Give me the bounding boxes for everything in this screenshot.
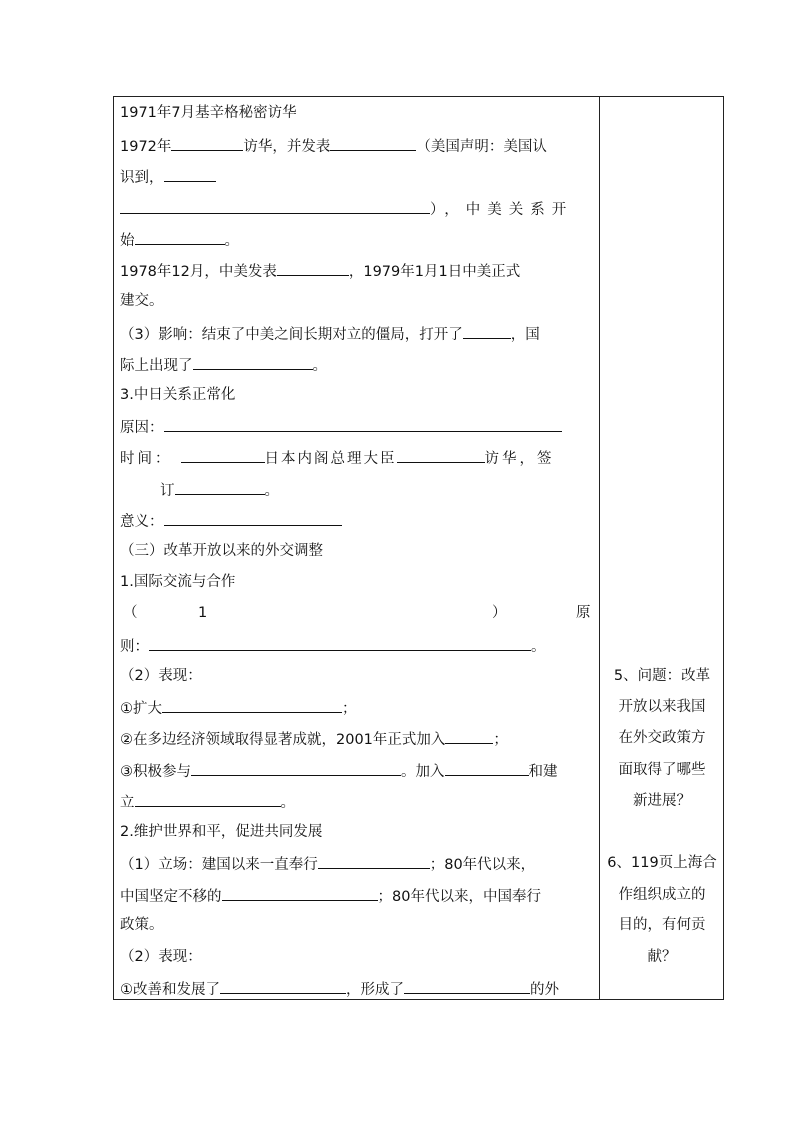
line-kissinger-visit: 1971年7月基辛格秘密访华	[120, 105, 297, 121]
blank[interactable]	[445, 760, 529, 776]
question-line: 在外交政策方	[618, 730, 706, 746]
line-performance-1: （2）表现：	[120, 668, 202, 684]
line-1978: 1978年12月，中美发表 ，1979年1月1日中美正式	[120, 260, 520, 282]
line-recognize: 识到，	[120, 166, 216, 188]
blank[interactable]	[463, 323, 511, 339]
question-line: 作组织成立的	[618, 887, 706, 903]
question-line: 开放以来我国	[618, 699, 706, 715]
blank[interactable]	[191, 760, 401, 776]
blank[interactable]	[318, 853, 430, 869]
blank[interactable]	[135, 791, 281, 807]
question-line: 5、问题：改革	[613, 668, 711, 684]
heading-exchange-cooperation: 1.国际交流与合作	[120, 574, 236, 590]
line-stance: （1）立场：建国以来一直奉行 ；80年代以来，	[120, 853, 535, 875]
line-multilateral: ②在多边经济领域取得显著成就，2001年正式加入 ；	[120, 728, 508, 750]
blank[interactable]	[164, 510, 342, 526]
blank[interactable]	[164, 166, 216, 182]
blank[interactable]	[397, 447, 485, 463]
line-significance: 意义：	[120, 510, 342, 532]
blank[interactable]	[175, 479, 265, 495]
blank[interactable]	[164, 416, 562, 432]
line-begin: 始 。	[120, 229, 239, 251]
blank[interactable]	[135, 229, 225, 245]
line-establish: 建交。	[120, 293, 164, 309]
question-line: 献？	[647, 949, 677, 965]
blank[interactable]	[120, 198, 430, 214]
line-sign: 订 。	[160, 479, 279, 501]
line-time: 时间： 日本内阁总理大臣 访华，签	[120, 447, 555, 469]
question-line: 6、119页上海合	[607, 855, 717, 871]
blank[interactable]	[277, 260, 349, 276]
blank[interactable]	[181, 447, 265, 463]
blank[interactable]	[404, 978, 530, 994]
question-line: 新进展？	[633, 793, 691, 809]
blank[interactable]	[330, 135, 416, 151]
blank[interactable]	[222, 885, 378, 901]
blank[interactable]	[220, 978, 346, 994]
column-divider	[599, 96, 600, 1000]
line-reason: 原因：	[120, 416, 562, 438]
blank[interactable]	[149, 635, 531, 651]
line-impact: （3）影响：结束了中美之间长期对立的僵局，打开了 ，国	[120, 323, 540, 345]
heading-reform-diplomacy: （三）改革开放以来的外交调整	[120, 543, 323, 559]
line-expand: ①扩大 ；	[120, 697, 357, 719]
question-line: 面取得了哪些	[618, 762, 706, 778]
line-1972-visit: 1972年 访华，并发表 （美国声明：美国认	[120, 135, 547, 157]
line-improve: ①改善和发展了 ，形成了 的外	[120, 978, 559, 1000]
line-policy: 政策。	[120, 917, 164, 933]
blank[interactable]	[162, 697, 342, 713]
line-steadfast: 中国坚定不移的 ；80年代以来，中国奉行	[120, 885, 541, 907]
line-build: 立 。	[120, 791, 295, 813]
line-participate: ③积极参与 。加入 和建	[120, 760, 558, 782]
line-international: 际上出现了 。	[120, 354, 327, 376]
blank[interactable]	[171, 135, 243, 151]
heading-world-peace: 2.维护世界和平，促进共同发展	[120, 824, 323, 840]
line-principle: 则： 。	[120, 635, 546, 657]
question-line: 目的，有何贡	[618, 917, 706, 933]
line-performance-2: （2）表现：	[120, 949, 202, 965]
heading-sino-japan: 3.中日关系正常化	[120, 387, 236, 403]
blank[interactable]	[445, 728, 493, 744]
blank[interactable]	[193, 354, 313, 370]
line-relations-start: ），中美关系开	[120, 198, 573, 220]
